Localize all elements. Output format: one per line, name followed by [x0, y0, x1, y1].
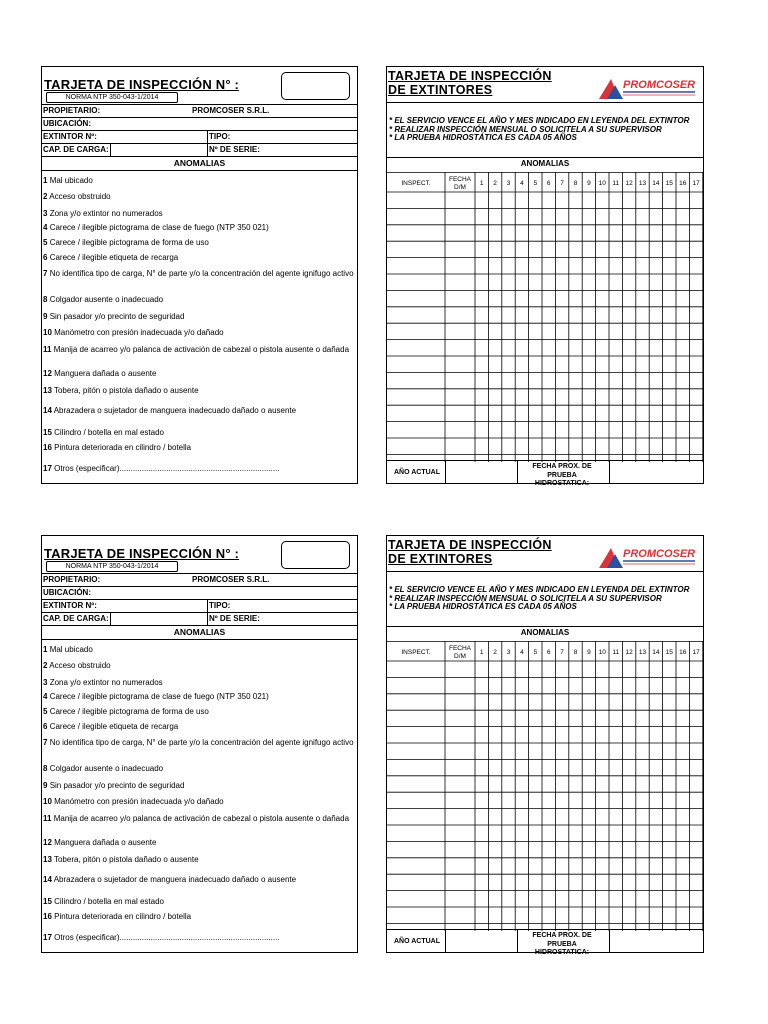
anomaly-number-column: 17 [692, 180, 700, 187]
current-year-label: AÑO ACTUAL [394, 469, 441, 476]
anomaly-item [43, 912, 355, 922]
serial-label: Nº DE SERIE: [209, 145, 260, 154]
extinguisher-number-label: EXTINTOR Nº: [43, 132, 97, 141]
card-title: TARJETA DE INSPECCIÓN N° : [44, 546, 240, 561]
card-title [388, 538, 552, 566]
anomalies-heading: ANOMALIAS [42, 157, 357, 171]
anomaly-text: No identifica tipo de carga, N° de parte y/o la concentración del agente ignifugo activo [49, 269, 354, 278]
anomaly-number: 1 [43, 645, 48, 654]
anomaly-number: 1 [43, 176, 48, 185]
date-column-header: FECHA [448, 176, 472, 183]
anomaly-number: 3 [43, 678, 48, 687]
anomaly-number-column: 8 [573, 649, 578, 656]
anomaly-number-column: 5 [533, 180, 538, 187]
anomaly-number: 8 [43, 764, 48, 773]
anomaly-number-column: 6 [546, 180, 551, 187]
anomaly-text: Colgador ausente o inadecuado [49, 764, 164, 773]
note-line: * EL SERVICIO VENCE EL AÑO Y MES INDICADO EN LEYENDA DEL EXTINTOR [389, 116, 690, 125]
anomaly-number-column: 11 [612, 180, 620, 187]
anomaly-item [43, 464, 355, 474]
anomaly-text: Carece / ilegible pictograma de clase de fuego (NTP 350 021) [49, 692, 269, 701]
anomaly-text: Otros (especificar)........................................................................ [54, 933, 280, 942]
anomaly-item [43, 253, 355, 263]
anomaly-number-column: 13 [638, 649, 647, 656]
anomaly-item [43, 192, 355, 202]
anomaly-number: 4 [43, 692, 48, 701]
anomaly-number: 14 [43, 406, 52, 415]
note-line: * REALIZAR INSPECCIÓN MENSUAL O SOLICITELA A SU SUPERVISOR [389, 593, 662, 603]
anomaly-item [43, 678, 355, 688]
hydrostatic-test-label [517, 932, 607, 958]
anomaly-number: 6 [43, 253, 48, 262]
anomaly-item [43, 345, 355, 355]
owner-label: PROPIETARIO: [43, 575, 101, 584]
title-line-1: TARJETA DE INSPECCIÓN [388, 538, 552, 552]
anomaly-item [43, 692, 355, 702]
anomaly-text: Tobera, pitón o pistola dañado o ausente [53, 855, 199, 864]
anomaly-item [43, 386, 355, 396]
anomaly-item [43, 406, 355, 416]
location-label: UBICACIÓN: [43, 119, 91, 128]
anomaly-item [43, 933, 355, 943]
anomaly-item [43, 443, 355, 453]
anomaly-number-column: 17 [692, 649, 700, 656]
anomaly-number: 7 [43, 738, 48, 747]
anomaly-item [43, 328, 355, 338]
hydrostatic-test-label-line: FECHA PROX. DE PRUEBA [532, 463, 592, 479]
hydrostatic-test-label-line: HIDROSTATICA: [534, 480, 590, 487]
anomalies-heading: ANOMALIAS [520, 628, 570, 637]
anomaly-text: Manguera dañada o ausente [54, 838, 157, 847]
inspection-card-left [41, 535, 358, 953]
anomaly-number: 10 [43, 328, 52, 337]
anomaly-item [43, 897, 355, 907]
anomaly-number-column: 8 [573, 180, 578, 187]
footer-row [387, 929, 703, 956]
hydrostatic-test-label [517, 463, 607, 489]
promcoser-logo [597, 75, 697, 101]
anomaly-item [43, 838, 355, 848]
footer-row [387, 460, 703, 487]
location-label: UBICACIÓN: [43, 588, 91, 597]
type-label: TIPO: [209, 601, 231, 610]
anomaly-item [43, 875, 355, 885]
anomaly-number-column: 7 [560, 180, 564, 187]
anomaly-item [43, 312, 355, 322]
anomaly-number: 14 [43, 875, 52, 884]
extinguisher-row[interactable] [42, 131, 357, 144]
anomaly-text: Sin pasador y/o precinto de seguridad [49, 781, 185, 790]
divider [207, 144, 208, 157]
anomalies-heading: ANOMALIAS [42, 626, 357, 640]
anomaly-number: 12 [43, 838, 52, 847]
anomaly-number-column: 10 [598, 180, 606, 187]
anomaly-text: Cilindro / botella en mal estado [54, 897, 164, 906]
title-line-2: DE EXTINTORES [388, 83, 493, 97]
anomaly-number: 15 [43, 897, 52, 906]
anomaly-number: 9 [43, 781, 48, 790]
anomaly-text: Manija de acarreo y/o palanca de activación de cabezal o pistola ausente o dañada [53, 345, 350, 354]
inspection-grid[interactable] [387, 641, 703, 931]
anomaly-number-column: 12 [625, 180, 633, 187]
anomaly-number: 16 [43, 443, 52, 452]
card-number-field[interactable] [281, 541, 350, 569]
anomaly-number-column: 14 [652, 180, 660, 187]
anomaly-text: Pintura deteriorada en cilindro / botella [54, 443, 192, 452]
divider [387, 102, 703, 103]
date-column-header: FECHA [448, 645, 472, 652]
anomaly-text: Carece / ilegible pictograma de clase de fuego (NTP 350 021) [49, 223, 269, 232]
owner-value: PROMCOSER S.R.L. [192, 106, 270, 115]
anomaly-item [43, 764, 355, 774]
anomaly-number-column: 4 [520, 649, 524, 656]
anomaly-item [43, 781, 355, 791]
anomaly-text: Carece / ilegible etiqueta de recarga [49, 722, 179, 731]
anomaly-number-column: 9 [587, 649, 591, 656]
notes [389, 117, 689, 143]
anomaly-text: Mal ubicado [49, 645, 93, 654]
anomaly-item [43, 428, 355, 438]
anomaly-text: Manija de acarreo y/o palanca de activación de cabezal o pistola ausente o dañada [53, 814, 350, 823]
anomaly-text: Pintura deteriorada en cilindro / botella [54, 912, 192, 921]
anomaly-number-column: 16 [679, 180, 687, 187]
divider [387, 157, 703, 158]
divider [609, 461, 610, 484]
anomaly-number-column: 2 [493, 180, 497, 187]
anomaly-text: Abrazadera o sujetador de manguera inadecuado dañado o ausente [53, 406, 297, 415]
location-row[interactable] [42, 118, 357, 131]
anomaly-item [43, 738, 355, 748]
divider [387, 571, 703, 572]
anomaly-number-column: 11 [612, 649, 620, 656]
anomaly-item [43, 209, 355, 219]
capacity-label: CAP. DE CARGA: [43, 614, 109, 623]
anomaly-item [43, 238, 355, 248]
anomaly-number: 8 [43, 295, 48, 304]
anomaly-number-column: 1 [479, 180, 484, 187]
anomaly-item [43, 223, 355, 233]
card-title: TARJETA DE INSPECCIÓN N° : [44, 77, 240, 92]
owner-value: PROMCOSER S.R.L. [192, 575, 270, 584]
inspection-grid[interactable] [387, 172, 703, 462]
anomaly-item [43, 369, 355, 379]
divider [110, 613, 111, 626]
promcoser-logo [597, 544, 697, 570]
anomaly-number-column: 15 [665, 180, 673, 187]
anomaly-text: Tobera, pitón o pistola dañado o ausente [53, 386, 199, 395]
anomaly-number-column: 5 [533, 649, 538, 656]
extinguisher-row[interactable] [42, 600, 357, 613]
norma-badge: NORMA NTP 350-043-1/2014 [46, 561, 178, 572]
anomaly-number: 5 [43, 707, 48, 716]
date-column-header: D/M [454, 184, 466, 191]
anomaly-number: 11 [43, 345, 52, 354]
divider [207, 131, 208, 144]
anomaly-number: 4 [43, 223, 48, 232]
date-column-header: D/M [454, 653, 466, 660]
anomaly-item [43, 176, 355, 186]
anomaly-item [43, 661, 355, 671]
anomaly-text: Colgador ausente o inadecuado [49, 295, 164, 304]
hydrostatic-test-label-line: FECHA PROX. DE PRUEBA [532, 932, 592, 948]
inspector-column-header: INSPECT. [401, 649, 431, 656]
card-number-field[interactable] [281, 72, 350, 100]
anomaly-item [43, 707, 355, 717]
anomaly-number-column: 15 [665, 649, 673, 656]
anomaly-text: Zona y/o extintor no numerados [49, 209, 163, 218]
inspection-card-right [386, 66, 704, 487]
note-line: * REALIZAR INSPECCIÓN MENSUAL O SOLICITELA A SU SUPERVISOR [389, 124, 662, 134]
anomaly-number-column: 6 [546, 649, 551, 656]
anomaly-text: Manómetro con presión inadecuada y/o dañado [54, 797, 224, 806]
note-line: * EL SERVICIO VENCE EL AÑO Y MES INDICADO EN LEYENDA DEL EXTINTOR [389, 585, 690, 594]
anomaly-item [43, 295, 355, 305]
card-title [388, 69, 552, 97]
divider [445, 930, 446, 953]
anomaly-text: Manómetro con presión inadecuada y/o dañado [54, 328, 224, 337]
card-fields [42, 573, 357, 640]
card-fields [42, 104, 357, 171]
anomaly-item [43, 855, 355, 865]
inspector-column-header: INSPECT. [401, 180, 431, 187]
anomaly-text: Abrazadera o sujetador de manguera inadecuado dañado o ausente [53, 875, 297, 884]
anomaly-item [43, 814, 355, 824]
anomaly-text: Sin pasador y/o precinto de seguridad [49, 312, 185, 321]
anomaly-number: 7 [43, 269, 48, 278]
serial-label: Nº DE SERIE: [209, 614, 260, 623]
anomaly-item [43, 269, 355, 279]
anomaly-text: Carece / ilegible pictograma de forma de uso [49, 238, 209, 247]
inspection-card-left [41, 66, 358, 484]
anomaly-number: 17 [43, 464, 52, 473]
anomaly-number: 11 [43, 814, 52, 823]
note-line: * LA PRUEBA HIDROSTÁTICA ES CADA 05 AÑOS [389, 133, 577, 142]
divider [207, 613, 208, 626]
anomaly-text: Zona y/o extintor no numerados [49, 678, 163, 687]
owner-row [42, 574, 357, 587]
capacity-label: CAP. DE CARGA: [43, 145, 109, 154]
divider [445, 461, 446, 484]
anomaly-number-column: 4 [520, 180, 524, 187]
anomaly-number: 10 [43, 797, 52, 806]
anomaly-number-column: 7 [560, 649, 564, 656]
anomaly-item [43, 797, 355, 807]
title-line-1: TARJETA DE INSPECCIÓN [388, 69, 552, 83]
anomaly-text: Otros (especificar)........................................................................ [54, 464, 280, 473]
divider [207, 600, 208, 613]
anomaly-number: 13 [43, 855, 52, 864]
divider [110, 144, 111, 157]
logo-text: PROMCOSER [623, 548, 696, 560]
capacity-row[interactable] [42, 613, 357, 626]
anomaly-text: Carece / ilegible pictograma de forma de uso [49, 707, 209, 716]
anomaly-number: 17 [43, 933, 52, 942]
notes [389, 586, 689, 612]
current-year-label: AÑO ACTUAL [394, 938, 441, 945]
anomaly-number-column: 9 [587, 180, 591, 187]
norma-badge: NORMA NTP 350-043-1/2014 [46, 92, 178, 103]
anomaly-number-column: 13 [638, 180, 647, 187]
capacity-row[interactable] [42, 144, 357, 157]
anomaly-number: 2 [43, 661, 48, 670]
note-line: * LA PRUEBA HIDROSTÁTICA ES CADA 05 AÑOS [389, 602, 577, 611]
owner-row [42, 105, 357, 118]
divider [387, 626, 703, 627]
divider [609, 930, 610, 953]
hydrostatic-test-label-line: HIDROSTATICA: [534, 949, 590, 956]
extinguisher-number-label: EXTINTOR Nº: [43, 601, 97, 610]
anomalies-heading: ANOMALIAS [520, 159, 570, 168]
anomaly-text: Acceso obstruido [49, 661, 111, 670]
anomaly-text: Cilindro / botella en mal estado [54, 428, 164, 437]
anomaly-number: 16 [43, 912, 52, 921]
anomaly-item [43, 722, 355, 732]
anomaly-number: 3 [43, 209, 48, 218]
anomaly-text: Mal ubicado [49, 176, 93, 185]
anomaly-number: 2 [43, 192, 48, 201]
anomaly-text: Carece / ilegible etiqueta de recarga [49, 253, 179, 262]
anomaly-item [43, 645, 355, 655]
inspection-card-right [386, 535, 704, 956]
anomaly-number-column: 2 [493, 649, 497, 656]
anomaly-number-column: 3 [506, 180, 511, 187]
anomaly-number: 6 [43, 722, 48, 731]
anomaly-number-column: 1 [479, 649, 484, 656]
location-row[interactable] [42, 587, 357, 600]
anomaly-number-column: 14 [652, 649, 660, 656]
anomaly-text: No identifica tipo de carga, N° de parte y/o la concentración del agente ignifugo activo [49, 738, 354, 747]
anomaly-number-column: 10 [598, 649, 606, 656]
logo-text: PROMCOSER [623, 79, 696, 91]
type-label: TIPO: [209, 132, 231, 141]
title-line-2: DE EXTINTORES [388, 552, 493, 566]
anomaly-number-column: 12 [625, 649, 633, 656]
anomaly-number-column: 3 [506, 649, 511, 656]
owner-label: PROPIETARIO: [43, 106, 101, 115]
anomaly-text: Manguera dañada o ausente [54, 369, 157, 378]
anomaly-number: 13 [43, 386, 52, 395]
anomaly-number: 15 [43, 428, 52, 437]
anomaly-text: Acceso obstruido [49, 192, 111, 201]
anomaly-number: 12 [43, 369, 52, 378]
anomaly-number-column: 16 [679, 649, 687, 656]
anomaly-number: 5 [43, 238, 48, 247]
anomaly-number: 9 [43, 312, 48, 321]
